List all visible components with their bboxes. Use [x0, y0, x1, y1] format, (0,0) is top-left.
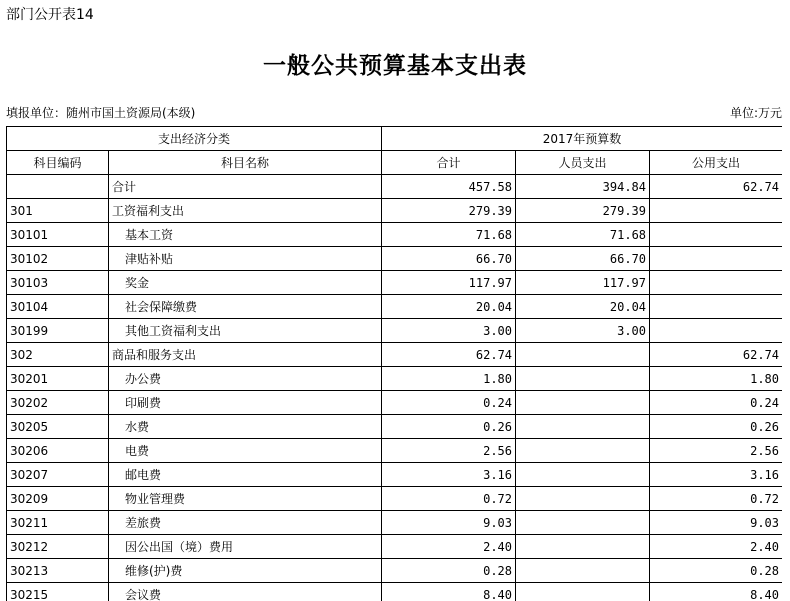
subject-name-cell: 差旅费 [109, 511, 382, 535]
public-expense-cell: 62.74 [650, 175, 782, 199]
total-cell: 2.40 [382, 535, 516, 559]
public-expense-cell [650, 319, 782, 343]
subject-name-cell: 合计 [109, 175, 382, 199]
public-expense-cell [650, 199, 782, 223]
unit-of-measure: 单位:万元 [729, 106, 782, 120]
total-cell: 0.26 [382, 415, 516, 439]
public-expense-cell: 2.40 [650, 535, 782, 559]
subject-name-cell: 邮电费 [109, 463, 382, 487]
personnel-expense-cell [516, 415, 650, 439]
subject-name-cell: 津贴补贴 [109, 247, 382, 271]
subject-name-cell: 会议费 [109, 583, 382, 601]
total-cell: 457.58 [382, 175, 516, 199]
table-row [7, 415, 783, 439]
personnel-expense-cell [516, 487, 650, 511]
public-expense-cell: 1.80 [650, 367, 782, 391]
table-row [7, 463, 783, 487]
table-row [7, 271, 783, 295]
table-row [7, 535, 783, 559]
total-cell: 3.16 [382, 463, 516, 487]
subject-code-cell: 30206 [7, 439, 109, 463]
personnel-expense-cell [516, 511, 650, 535]
subject-name-cell: 工资福利支出 [109, 199, 382, 223]
personnel-expense-cell [516, 367, 650, 391]
subject-code-cell: 30104 [7, 295, 109, 319]
header-column-row [7, 151, 783, 175]
subject-name-cell: 维修(护)费 [109, 559, 382, 583]
personnel-expense-cell: 279.39 [516, 199, 650, 223]
subject-name-cell: 社会保障缴费 [109, 295, 382, 319]
budget-table [6, 126, 782, 601]
personnel-expense-cell [516, 463, 650, 487]
subject-code-cell: 30211 [7, 511, 109, 535]
subject-code-cell: 30102 [7, 247, 109, 271]
header-economic-classification: 支出经济分类 [7, 127, 382, 151]
public-expense-cell: 0.72 [650, 487, 782, 511]
personnel-expense-cell: 394.84 [516, 175, 650, 199]
total-cell: 8.40 [382, 583, 516, 601]
total-cell: 2.56 [382, 439, 516, 463]
public-expense-cell [650, 223, 782, 247]
personnel-expense-cell: 66.70 [516, 247, 650, 271]
subject-name-cell: 物业管理费 [109, 487, 382, 511]
table-row [7, 439, 783, 463]
subject-code-cell: 30103 [7, 271, 109, 295]
public-expense-cell: 62.74 [650, 343, 782, 367]
header-subject-code: 科目编码 [7, 151, 109, 175]
header-group-row [7, 127, 783, 151]
subject-code-cell: 302 [7, 343, 109, 367]
total-cell: 62.74 [382, 343, 516, 367]
total-cell: 66.70 [382, 247, 516, 271]
table-row [7, 199, 783, 223]
subject-name-cell: 因公出国（境）费用 [109, 535, 382, 559]
subject-name-cell: 电费 [109, 439, 382, 463]
total-cell: 20.04 [382, 295, 516, 319]
table-row [7, 391, 783, 415]
table-row [7, 559, 783, 583]
personnel-expense-cell: 117.97 [516, 271, 650, 295]
total-cell: 0.28 [382, 559, 516, 583]
subject-code-cell: 301 [7, 199, 109, 223]
table-row [7, 583, 783, 601]
public-expense-cell: 2.56 [650, 439, 782, 463]
budget-table-container [6, 126, 782, 601]
personnel-expense-cell: 71.68 [516, 223, 650, 247]
reporting-unit: 填报单位：随州市国土资源局(本级) [6, 106, 196, 120]
subject-code-cell: 30202 [7, 391, 109, 415]
total-cell: 117.97 [382, 271, 516, 295]
subject-name-cell: 办公费 [109, 367, 382, 391]
personnel-expense-cell: 20.04 [516, 295, 650, 319]
subject-code-cell: 30201 [7, 367, 109, 391]
table-row [7, 319, 783, 343]
header-subject-name: 科目名称 [109, 151, 382, 175]
public-expense-cell: 9.03 [650, 511, 782, 535]
public-expense-cell [650, 247, 782, 271]
public-expense-cell: 0.28 [650, 559, 782, 583]
public-expense-cell: 3.16 [650, 463, 782, 487]
document-label: 部门公开表14 [6, 7, 94, 23]
subject-name-cell: 奖金 [109, 271, 382, 295]
table-row [7, 247, 783, 271]
personnel-expense-cell [516, 391, 650, 415]
header-personnel-expense: 人员支出 [516, 151, 650, 175]
personnel-expense-cell [516, 343, 650, 367]
public-expense-cell: 0.26 [650, 415, 782, 439]
total-cell: 279.39 [382, 199, 516, 223]
public-expense-cell [650, 295, 782, 319]
total-cell: 3.00 [382, 319, 516, 343]
subject-code-cell: 30215 [7, 583, 109, 601]
subject-code-cell: 30101 [7, 223, 109, 247]
subject-name-cell: 其他工资福利支出 [109, 319, 382, 343]
total-cell: 9.03 [382, 511, 516, 535]
subject-name-cell: 印刷费 [109, 391, 382, 415]
public-expense-cell: 0.24 [650, 391, 782, 415]
total-cell: 71.68 [382, 223, 516, 247]
subject-code-cell: 30213 [7, 559, 109, 583]
table-row [7, 487, 783, 511]
subject-name-cell: 基本工资 [109, 223, 382, 247]
subject-name-cell: 商品和服务支出 [109, 343, 382, 367]
personnel-expense-cell [516, 559, 650, 583]
personnel-expense-cell [516, 535, 650, 559]
table-row [7, 223, 783, 247]
personnel-expense-cell [516, 439, 650, 463]
page-title: 一般公共预算基本支出表 [263, 52, 527, 79]
subject-code-cell: 30207 [7, 463, 109, 487]
total-cell: 0.72 [382, 487, 516, 511]
header-total: 合计 [382, 151, 516, 175]
public-expense-cell: 8.40 [650, 583, 782, 601]
subject-code-cell: 30209 [7, 487, 109, 511]
table-row [7, 295, 783, 319]
personnel-expense-cell: 3.00 [516, 319, 650, 343]
table-row [7, 511, 783, 535]
table-row [7, 175, 783, 199]
subject-code-cell: 30212 [7, 535, 109, 559]
subject-code-cell [7, 175, 109, 199]
public-expense-cell [650, 271, 782, 295]
header-public-expense: 公用支出 [650, 151, 782, 175]
subject-name-cell: 水费 [109, 415, 382, 439]
subject-code-cell: 30199 [7, 319, 109, 343]
table-row [7, 343, 783, 367]
header-budget-2017: 2017年预算数 [382, 127, 782, 151]
personnel-expense-cell [516, 583, 650, 601]
subject-code-cell: 30205 [7, 415, 109, 439]
total-cell: 0.24 [382, 391, 516, 415]
total-cell: 1.80 [382, 367, 516, 391]
table-row [7, 367, 783, 391]
